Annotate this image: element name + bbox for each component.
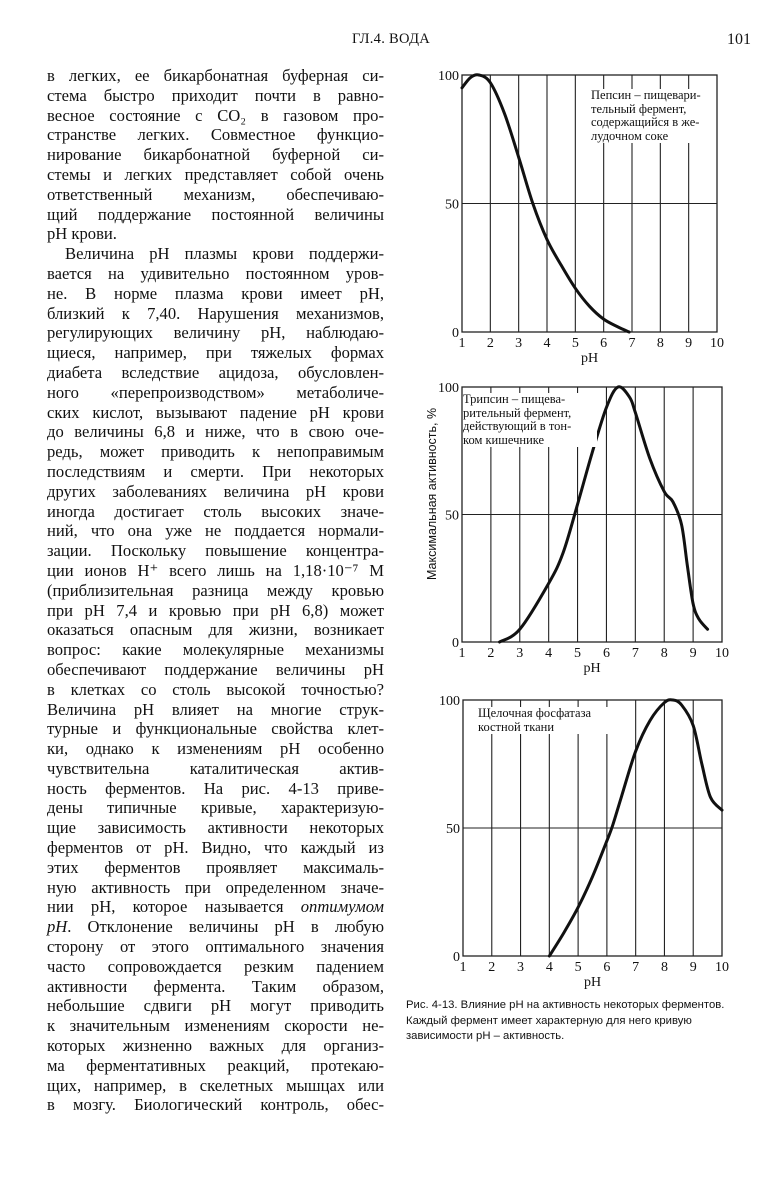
line-text: при pH 7,4 и кровью при pH 6,8) может — [47, 600, 384, 620]
line-text: вопрос: какие молекулярные механизмы — [47, 640, 384, 660]
line-text: сторону от этого оптимального значения — [47, 937, 384, 957]
line-text: странстве легких. Совместное функцио- — [47, 125, 384, 145]
x-tick-label: 1 — [458, 336, 466, 351]
y-tick-label: 0 — [452, 636, 459, 651]
line-text: в клетках со столь высокой точностью? — [47, 679, 384, 699]
x-tick-label: 9 — [689, 646, 697, 661]
annotation-line: действующий в тон- — [463, 419, 572, 433]
y-tick-label: 100 — [439, 694, 460, 709]
annotation-line: Пепсин – пищевари- — [591, 88, 701, 102]
x-tick-label: 1 — [458, 646, 466, 661]
x-axis-label: pH — [580, 351, 599, 366]
x-tick-label: 8 — [660, 646, 668, 661]
line-text: в мозгу. Биологический контроль, обес- — [47, 1095, 384, 1115]
line-text: вается на удивительно постоянном уров- — [47, 263, 384, 283]
line-text: . Отклонение величины pH в любую — [67, 917, 384, 937]
line-text: этих ферментов проявляет максималь- — [47, 857, 384, 877]
x-tick-label: 3 — [515, 336, 523, 351]
line-text: ного «перепроизводством» метаболиче- — [47, 382, 384, 402]
line-text: турные и функциональные свойства клет- — [47, 719, 384, 739]
y-tick-label: 0 — [452, 326, 459, 341]
x-tick-label: 5 — [574, 960, 582, 975]
line-text: в легких, ее бикарбонатная буферная си- — [47, 66, 384, 85]
annotation-line: рительный фермент, — [463, 405, 572, 420]
line-text: Величина pH влияет на многие струк- — [47, 699, 384, 719]
line-text: нирование бикарбонатной буферной си- — [47, 145, 384, 165]
annotation-line: тельный фермент, — [591, 101, 687, 116]
y-tick-label: 100 — [438, 69, 459, 84]
annotation-line: содержащийся в же- — [591, 115, 700, 129]
annotation-line: Трипсин – пищева- — [463, 392, 566, 406]
line-text: ную активность при определенном значе- — [47, 877, 384, 897]
italic-term: pH — [47, 917, 68, 937]
x-tick-label: 9 — [689, 960, 697, 975]
x-axis-label: pH — [583, 975, 602, 990]
annotation-line: Щелочная фосфатаза — [478, 706, 592, 720]
line-text: редь, может приводить к непоправимым — [47, 442, 384, 462]
x-tick-label: 4 — [543, 336, 551, 351]
annotation-line: ком кишечнике — [463, 432, 545, 447]
line-text: к значительным изменениям скорости не- — [47, 1016, 384, 1036]
y-tick-label: 0 — [453, 950, 460, 965]
x-tick-label: 4 — [545, 646, 553, 661]
x-axis-label: pH — [583, 661, 601, 676]
annotation-line: костной ткани — [478, 719, 555, 734]
line-text: небольшие сдвиги pH могут приводить — [47, 996, 384, 1016]
line-text: ность ферментов. На рис. 4-13 приве- — [47, 778, 384, 798]
x-tick-label: 9 — [685, 336, 693, 351]
page-number: 101 — [727, 31, 751, 48]
x-tick-label: 5 — [574, 646, 582, 661]
x-tick-label: 5 — [571, 336, 579, 351]
line-text: ферментов от pH. Видно, что каждый из — [47, 838, 384, 858]
line-text: дены типичные кривые, характеризую- — [47, 798, 384, 818]
x-tick-label: 10 — [715, 960, 729, 975]
line-text: ции ионов H⁺ всего лишь на 1,18·10⁻⁷ M — [47, 560, 384, 580]
x-tick-label: 8 — [656, 336, 664, 351]
line-text: последствиям и смерти. При некоторых — [47, 461, 384, 481]
line-text: ответственный механизм, обеспечиваю- — [47, 184, 384, 204]
line-text: зации. Поскольку повышение концентра- — [47, 541, 384, 561]
x-tick-label: 7 — [632, 960, 640, 975]
x-tick-label: 3 — [516, 646, 524, 661]
x-tick-label: 2 — [487, 646, 495, 661]
line-text: диабета вследствие ацидоза, обусловлен- — [47, 362, 384, 382]
x-tick-label: 6 — [603, 960, 611, 975]
x-tick-label: 8 — [660, 960, 668, 975]
y-tick-label: 50 — [445, 197, 459, 213]
line-text: ки, однако к изменениям pH особенно — [47, 739, 384, 759]
enzyme-annotation — [478, 707, 618, 734]
line-text: щие зависимость активности некоторых — [47, 818, 384, 838]
line-text: щий поддержание постоянной величины — [47, 204, 384, 224]
y-tick-label: 50 — [445, 508, 459, 524]
line-text: чувствительна каталитическая актив- — [47, 758, 384, 778]
y-tick-label: 50 — [446, 822, 460, 837]
annotation-line: лудочном соке — [591, 128, 669, 143]
line-text: обеспечивают поддержание величины pH — [47, 659, 384, 679]
italic-term: оптимумом — [300, 897, 384, 917]
line-text: pH крови. — [47, 224, 117, 244]
line-text: которых жизненно важных для организ- — [47, 1036, 384, 1056]
x-tick-label: 6 — [600, 336, 608, 351]
line-text: стема быстро приходит почти в равно- — [47, 85, 384, 105]
line-text: нии pH, которое называется — [47, 897, 301, 917]
x-tick-label: 2 — [486, 336, 494, 351]
x-tick-label: 10 — [710, 336, 724, 351]
x-tick-label: 10 — [715, 646, 729, 661]
line-text: (приблизительная разница между кровью — [47, 580, 384, 600]
line-text: Величина pH плазмы крови поддержи- — [65, 244, 384, 264]
line-text: не. В норме плазма крови имеет pH, — [47, 283, 384, 303]
line-text: стемы и легких представляет собой очень — [47, 164, 384, 184]
running-header-title: ГЛ.4. ВОДА — [352, 31, 431, 47]
line-text: часто сопровождается резким падением — [47, 956, 384, 976]
x-tick-label: 6 — [602, 646, 610, 661]
line-text: до величины 6,8 и ниже, что в свою оче- — [47, 422, 384, 442]
line-text: ний, что она уже не поддается нормали- — [47, 521, 384, 541]
line-text: весное состояние с CO₂ в газовом про- — [47, 105, 384, 125]
line-text: иногда достигает столь высоких значе- — [47, 501, 384, 521]
y-tick-label: 100 — [438, 381, 459, 396]
figure-caption: Рис. 4-13. Влияние pH на активность некоторых ферментов. Каждый фермент имеет характерную для него кривую зависимости pH – активность. — [406, 999, 725, 1042]
x-tick-label: 1 — [459, 960, 467, 975]
x-tick-label: 7 — [631, 646, 639, 661]
y-axis-label: Максимальная активность, % — [425, 407, 439, 580]
line-text: щиеся, например, при тяжелых формах — [47, 343, 384, 363]
x-tick-label: 4 — [545, 960, 553, 975]
line-text: других заболеваниях величина pH крови — [47, 481, 384, 501]
line-text: активности фермента. Таким образом, — [47, 976, 384, 996]
x-tick-label: 3 — [517, 960, 525, 975]
x-tick-label: 2 — [488, 960, 496, 975]
line-text: ских кислот, вызывают падение pH крови — [47, 402, 384, 422]
line-text: оказаться опасным для жизни, возникает — [47, 620, 384, 640]
line-text: регулирующих величину pH, наблюдаю- — [47, 323, 384, 343]
line-text: ма ферментативных реакций, протекаю- — [47, 1055, 384, 1075]
x-tick-label: 7 — [628, 336, 636, 351]
line-text: щих, например, в скелетных мышцах или — [47, 1075, 384, 1095]
line-text: близкий к 7,40. Нарушения механизмов, — [47, 303, 384, 323]
